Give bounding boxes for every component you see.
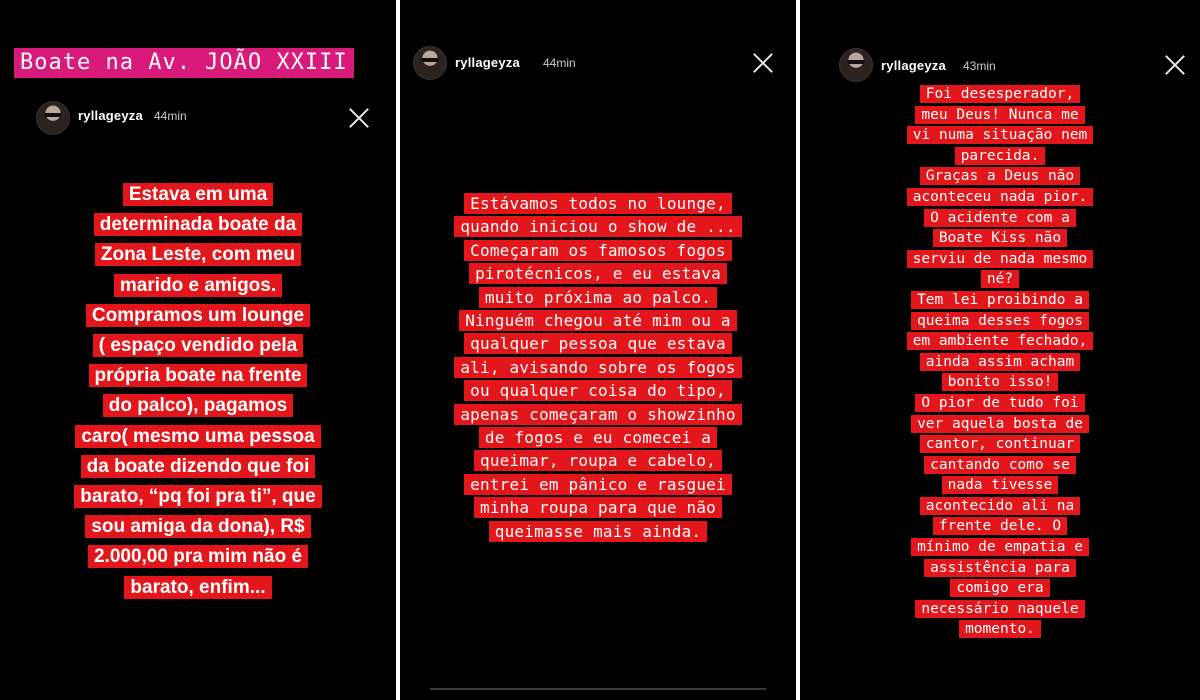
story-line <box>800 352 1200 373</box>
story-line <box>800 125 1200 146</box>
story-line-text: O acidente com a <box>924 209 1076 227</box>
avatar[interactable] <box>36 101 70 135</box>
story-line-text: marido e amigos. <box>114 274 282 297</box>
story-line-text: barato, enfim... <box>124 576 271 599</box>
story-line <box>0 271 396 301</box>
story-line <box>800 269 1200 290</box>
story-line <box>0 180 396 210</box>
avatar[interactable] <box>839 48 873 82</box>
story-line <box>0 240 396 270</box>
story-line-text: determinada boate da <box>94 213 302 236</box>
story-line-text: vi numa situação nem <box>907 126 1094 144</box>
close-icon[interactable] <box>348 107 370 129</box>
story-line <box>800 146 1200 167</box>
story-line <box>0 573 396 603</box>
story-line-text: nada tivesse <box>942 476 1059 494</box>
story-line <box>800 414 1200 435</box>
story-line <box>800 311 1200 332</box>
story-line-text: aconteceu nada pior. <box>907 188 1094 206</box>
story-line-text: Estávamos todos no lounge, <box>464 193 732 214</box>
timestamp: 44min <box>543 56 576 70</box>
story-line <box>800 475 1200 496</box>
story-line-text: necessário naquele <box>915 600 1084 618</box>
story-line <box>800 578 1200 599</box>
story-line <box>0 331 396 361</box>
story-line-text: meu Deus! Nunca me <box>915 106 1084 124</box>
story-line-text: ( espaço vendido pela <box>93 334 304 357</box>
location-banner: Boate na Av. JOÃO XXIII <box>14 48 354 78</box>
story-line <box>400 332 796 355</box>
story-text <box>0 180 396 603</box>
story-line <box>800 537 1200 558</box>
story-line <box>400 520 796 543</box>
story-line <box>800 516 1200 537</box>
story-line <box>0 391 396 421</box>
story-line-text: Tem lei proibindo a <box>911 291 1089 309</box>
story-text <box>400 192 796 543</box>
story-line <box>400 262 796 285</box>
story-line <box>400 473 796 496</box>
story-text <box>800 84 1200 640</box>
story-line-text: serviu de nada mesmo <box>907 250 1094 268</box>
story-line-text: apenas começaram o showzinho <box>454 404 741 425</box>
story-line <box>0 542 396 572</box>
story-line <box>800 187 1200 208</box>
story-line-text: minha roupa para que não <box>474 497 722 518</box>
story-line-text: muito próxima ao palco. <box>479 287 717 308</box>
story-panel-2 <box>400 0 796 700</box>
story-line <box>0 452 396 482</box>
progress-bar <box>430 688 766 690</box>
story-line-text: cantor, continuar <box>920 435 1080 453</box>
story-line-text: entrei em pânico e rasguei <box>464 474 732 495</box>
story-line-text: acontecido ali na <box>920 497 1080 515</box>
story-line-text: caro( mesmo uma pessoa <box>75 425 320 448</box>
story-line <box>400 239 796 262</box>
story-line <box>400 309 796 332</box>
avatar[interactable] <box>413 46 447 80</box>
story-line-text: de fogos e eu comecei a <box>479 427 717 448</box>
story-line <box>800 434 1200 455</box>
story-line <box>800 166 1200 187</box>
story-line-text: ainda assim acham <box>920 353 1080 371</box>
story-line <box>400 286 796 309</box>
story-line <box>800 599 1200 620</box>
story-line <box>800 105 1200 126</box>
story-panel-3 <box>800 0 1200 700</box>
story-line-text: O pior de tudo foi <box>915 394 1084 412</box>
close-icon[interactable] <box>1164 54 1186 76</box>
story-header <box>36 101 376 141</box>
story-line <box>400 449 796 472</box>
story-line-text: sou amiga da dona), R$ <box>85 515 310 538</box>
story-header <box>413 46 776 86</box>
story-line-text: quando iniciou o show de ... <box>454 216 741 237</box>
story-line-text: ver aquela bosta de <box>911 415 1089 433</box>
story-header <box>839 48 1186 88</box>
story-line-text: qualquer pessoa que estava <box>464 333 732 354</box>
story-line-text: em ambiente fechado, <box>907 332 1094 350</box>
story-line-text: da boate dizendo que foi <box>81 455 316 478</box>
close-icon[interactable] <box>752 52 774 74</box>
story-line <box>800 372 1200 393</box>
story-line-text: Boate Kiss não <box>933 229 1067 247</box>
story-line <box>800 455 1200 476</box>
story-line-text: né? <box>981 270 1019 288</box>
story-line <box>400 426 796 449</box>
story-line <box>0 422 396 452</box>
story-line-text: mínimo de empatia e <box>911 538 1089 556</box>
story-line-text: assistência para <box>924 559 1076 577</box>
story-line-text: 2.000,00 pra mim não é <box>88 545 308 568</box>
story-line <box>800 290 1200 311</box>
story-line-text: pirotécnicos, e eu estava <box>469 263 727 284</box>
story-panel-1 <box>0 0 396 700</box>
story-line-text: própria boate na frente <box>89 364 308 387</box>
story-line-text: ou qualquer coisa do tipo, <box>464 380 732 401</box>
story-line-text: Começaram os famosos fogos <box>464 240 732 261</box>
story-line-text: Ninguém chegou até mim ou a <box>459 310 737 331</box>
story-line-text: queimasse mais ainda. <box>489 521 708 542</box>
story-line-text: Compramos um lounge <box>86 304 310 327</box>
story-line-text: queima desses fogos <box>911 312 1089 330</box>
story-line-text: Foi desesperador, <box>920 85 1080 103</box>
story-line <box>0 210 396 240</box>
story-line-text: bonito isso! <box>942 373 1059 391</box>
story-line <box>400 403 796 426</box>
story-line <box>0 512 396 542</box>
story-line <box>800 249 1200 270</box>
timestamp: 44min <box>154 109 187 123</box>
story-line-text: do palco), pagamos <box>103 394 293 417</box>
timestamp: 43min <box>963 59 996 73</box>
story-line <box>800 496 1200 517</box>
story-line-text: queimar, roupa e cabelo, <box>474 450 722 471</box>
story-line-text: ali, avisando sobre os fogos <box>454 357 741 378</box>
story-line <box>0 301 396 331</box>
story-line <box>800 208 1200 229</box>
story-line <box>800 84 1200 105</box>
story-line-text: momento. <box>959 620 1041 638</box>
story-line-text: comigo era <box>950 579 1049 597</box>
story-line <box>800 228 1200 249</box>
username[interactable]: ryllageyza <box>455 55 520 70</box>
story-line-text: Graças a Deus não <box>920 167 1080 185</box>
story-line <box>0 482 396 512</box>
story-line-text: frente dele. O <box>933 517 1067 535</box>
story-line <box>0 361 396 391</box>
story-line <box>400 379 796 402</box>
username[interactable]: ryllageyza <box>881 58 946 73</box>
story-line-text: Zona Leste, com meu <box>95 243 301 266</box>
story-line-text: barato, “pq foi pra ti”, que <box>74 485 321 508</box>
story-line <box>800 393 1200 414</box>
story-line <box>400 192 796 215</box>
story-line <box>400 215 796 238</box>
story-line <box>400 496 796 519</box>
story-line-text: cantando como se <box>924 456 1076 474</box>
story-line <box>800 619 1200 640</box>
story-line <box>800 558 1200 579</box>
story-line-text: Estava em uma <box>123 183 273 206</box>
username[interactable]: ryllageyza <box>78 108 143 123</box>
story-line <box>800 331 1200 352</box>
story-line <box>400 356 796 379</box>
story-line-text: parecida. <box>955 147 1046 165</box>
